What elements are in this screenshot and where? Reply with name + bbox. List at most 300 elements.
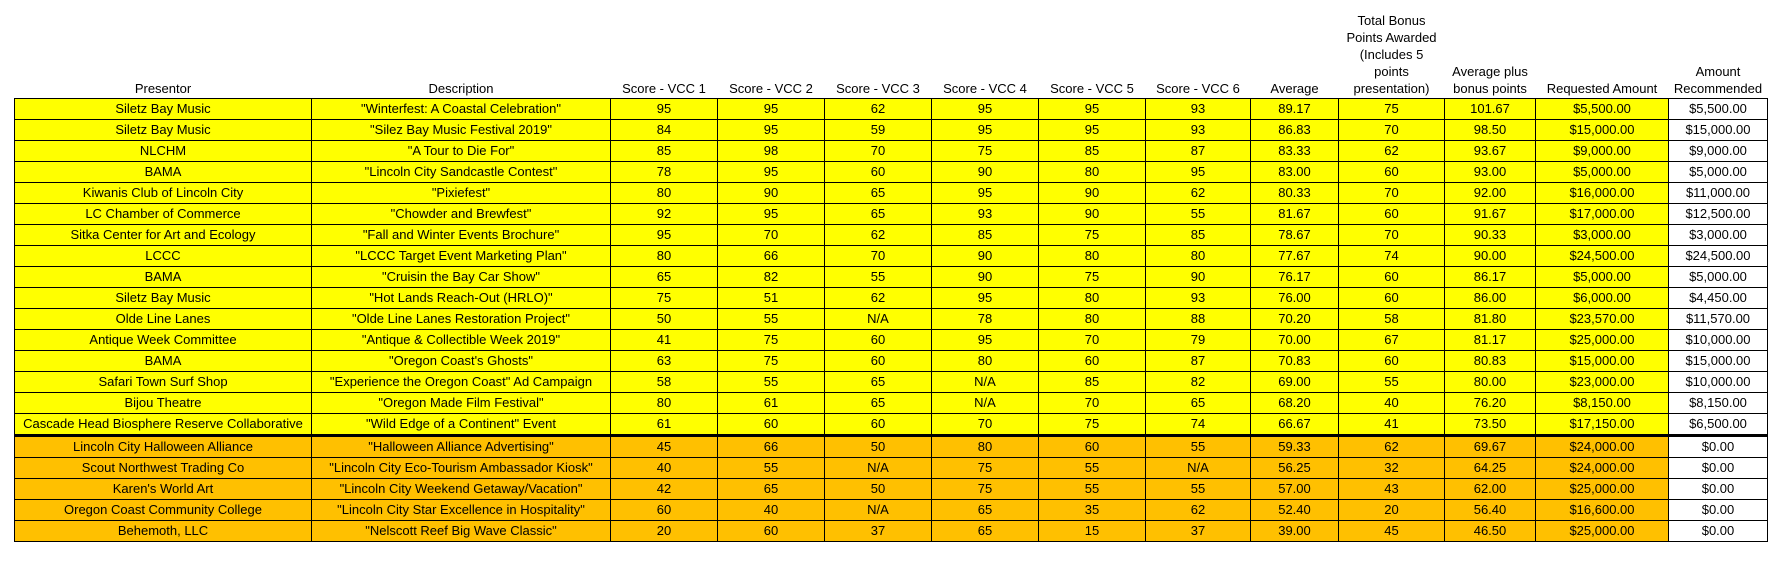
cell-presentor[interactable]: Olde Line Lanes bbox=[15, 308, 312, 329]
cell-requested[interactable]: $17,150.00 bbox=[1536, 413, 1669, 435]
cell-vcc1[interactable]: 40 bbox=[611, 457, 718, 478]
cell-vcc2[interactable]: 95 bbox=[718, 161, 825, 182]
cell-bonus[interactable]: 20 bbox=[1339, 499, 1445, 520]
cell-recommended[interactable]: $5,500.00 bbox=[1669, 98, 1768, 119]
cell-vcc5[interactable]: 35 bbox=[1039, 499, 1146, 520]
cell-description[interactable]: "Olde Line Lanes Restoration Project" bbox=[312, 308, 611, 329]
table-row bbox=[15, 435, 1768, 457]
cell-vcc6[interactable]: 65 bbox=[1146, 392, 1251, 413]
cell-bonus[interactable]: 62 bbox=[1339, 435, 1445, 457]
cell-presentor[interactable]: LCCC bbox=[15, 245, 312, 266]
cell-vcc3[interactable]: 60 bbox=[825, 161, 932, 182]
cell-average[interactable]: 76.00 bbox=[1251, 287, 1339, 308]
cell-requested[interactable]: $5,000.00 bbox=[1536, 161, 1669, 182]
cell-description[interactable]: "LCCC Target Event Marketing Plan" bbox=[312, 245, 611, 266]
cell-avg-bonus[interactable]: 62.00 bbox=[1445, 478, 1536, 499]
cell-vcc2[interactable]: 95 bbox=[718, 203, 825, 224]
cell-vcc6[interactable]: 79 bbox=[1146, 329, 1251, 350]
cell-description[interactable]: "Lincoln City Star Excellence in Hospitality" bbox=[312, 499, 611, 520]
cell-presentor[interactable]: BAMA bbox=[15, 266, 312, 287]
cell-vcc3[interactable]: N/A bbox=[825, 499, 932, 520]
cell-presentor[interactable]: Lincoln City Halloween Alliance bbox=[15, 435, 312, 457]
cell-vcc5[interactable]: 85 bbox=[1039, 371, 1146, 392]
table-row bbox=[15, 287, 1768, 308]
cell-presentor[interactable]: Scout Northwest Trading Co bbox=[15, 457, 312, 478]
cell-presentor[interactable]: NLCHM bbox=[15, 140, 312, 161]
cell-description[interactable]: "Chowder and Brewfest" bbox=[312, 203, 611, 224]
cell-description[interactable]: "Wild Edge of a Continent" Event bbox=[312, 413, 611, 435]
cell-requested[interactable]: $25,000.00 bbox=[1536, 520, 1669, 541]
cell-recommended[interactable]: $5,000.00 bbox=[1669, 266, 1768, 287]
cell-vcc6[interactable]: 55 bbox=[1146, 435, 1251, 457]
cell-avg-bonus[interactable]: 73.50 bbox=[1445, 413, 1536, 435]
cell-average[interactable]: 52.40 bbox=[1251, 499, 1339, 520]
cell-avg-bonus[interactable]: 81.17 bbox=[1445, 329, 1536, 350]
cell-avg-bonus[interactable]: 76.20 bbox=[1445, 392, 1536, 413]
cell-vcc6[interactable]: 90 bbox=[1146, 266, 1251, 287]
cell-presentor[interactable]: BAMA bbox=[15, 350, 312, 371]
cell-vcc4[interactable]: 75 bbox=[932, 478, 1039, 499]
cell-vcc6[interactable]: N/A bbox=[1146, 457, 1251, 478]
cell-vcc4[interactable]: 95 bbox=[932, 119, 1039, 140]
cell-requested[interactable]: $5,000.00 bbox=[1536, 266, 1669, 287]
header-vcc5[interactable]: Score - VCC 5 bbox=[1050, 80, 1134, 96]
cell-recommended[interactable]: $0.00 bbox=[1669, 478, 1768, 499]
cell-requested[interactable]: $6,000.00 bbox=[1536, 287, 1669, 308]
cell-requested[interactable]: $15,000.00 bbox=[1536, 119, 1669, 140]
cell-presentor[interactable]: Oregon Coast Community College bbox=[15, 499, 312, 520]
cell-recommended[interactable]: $0.00 bbox=[1669, 499, 1768, 520]
header-average[interactable]: Average bbox=[1270, 80, 1319, 96]
cell-recommended[interactable]: $0.00 bbox=[1669, 435, 1768, 457]
cell-vcc6[interactable]: 82 bbox=[1146, 371, 1251, 392]
table-row bbox=[15, 520, 1768, 541]
cell-vcc4[interactable]: 95 bbox=[932, 329, 1039, 350]
cell-description[interactable]: "Lincoln City Eco-Tourism Ambassador Kiosk" bbox=[312, 457, 611, 478]
cell-average[interactable]: 69.00 bbox=[1251, 371, 1339, 392]
cell-vcc3[interactable]: 59 bbox=[825, 119, 932, 140]
cell-vcc2[interactable]: 98 bbox=[718, 140, 825, 161]
cell-vcc5[interactable]: 90 bbox=[1039, 182, 1146, 203]
cell-vcc6[interactable]: 87 bbox=[1146, 140, 1251, 161]
cell-average[interactable]: 83.00 bbox=[1251, 161, 1339, 182]
cell-bonus[interactable]: 60 bbox=[1339, 287, 1445, 308]
cell-bonus[interactable]: 60 bbox=[1339, 203, 1445, 224]
cell-bonus[interactable]: 74 bbox=[1339, 245, 1445, 266]
header-vcc6[interactable]: Score - VCC 6 bbox=[1156, 80, 1240, 96]
cell-description[interactable]: "Hot Lands Reach-Out (HRLO)" bbox=[312, 287, 611, 308]
table-body bbox=[15, 98, 1768, 541]
cell-vcc5[interactable]: 55 bbox=[1039, 478, 1146, 499]
cell-recommended[interactable]: $6,500.00 bbox=[1669, 413, 1768, 435]
cell-vcc2[interactable]: 55 bbox=[718, 371, 825, 392]
cell-presentor[interactable]: Siletz Bay Music bbox=[15, 98, 312, 119]
cell-requested[interactable]: $8,150.00 bbox=[1536, 392, 1669, 413]
cell-vcc6[interactable]: 55 bbox=[1146, 478, 1251, 499]
cell-vcc3[interactable]: N/A bbox=[825, 308, 932, 329]
cell-vcc6[interactable]: 93 bbox=[1146, 287, 1251, 308]
cell-presentor[interactable]: BAMA bbox=[15, 161, 312, 182]
cell-vcc4[interactable]: 78 bbox=[932, 308, 1039, 329]
cell-vcc2[interactable]: 65 bbox=[718, 478, 825, 499]
cell-vcc1[interactable]: 80 bbox=[611, 245, 718, 266]
cell-requested[interactable]: $25,000.00 bbox=[1536, 478, 1669, 499]
cell-requested[interactable]: $5,500.00 bbox=[1536, 98, 1669, 119]
cell-vcc4[interactable]: 65 bbox=[932, 520, 1039, 541]
cell-avg-bonus[interactable]: 90.00 bbox=[1445, 245, 1536, 266]
cell-vcc2[interactable]: 40 bbox=[718, 499, 825, 520]
cell-vcc2[interactable]: 60 bbox=[718, 413, 825, 435]
cell-vcc3[interactable]: 65 bbox=[825, 203, 932, 224]
table-row bbox=[15, 245, 1768, 266]
cell-bonus[interactable]: 62 bbox=[1339, 140, 1445, 161]
cell-vcc1[interactable]: 78 bbox=[611, 161, 718, 182]
cell-presentor[interactable]: Siletz Bay Music bbox=[15, 119, 312, 140]
cell-vcc4[interactable]: 75 bbox=[932, 140, 1039, 161]
cell-vcc5[interactable]: 95 bbox=[1039, 119, 1146, 140]
cell-vcc2[interactable]: 95 bbox=[718, 98, 825, 119]
cell-vcc5[interactable]: 85 bbox=[1039, 140, 1146, 161]
cell-vcc2[interactable]: 75 bbox=[718, 350, 825, 371]
cell-vcc1[interactable]: 41 bbox=[611, 329, 718, 350]
cell-bonus[interactable]: 55 bbox=[1339, 371, 1445, 392]
cell-vcc6[interactable]: 55 bbox=[1146, 203, 1251, 224]
cell-requested[interactable]: $23,000.00 bbox=[1536, 371, 1669, 392]
cell-vcc4[interactable]: 90 bbox=[932, 266, 1039, 287]
cell-description[interactable]: "Experience the Oregon Coast" Ad Campaign bbox=[312, 371, 611, 392]
header-average-plus-bonus[interactable] bbox=[1445, 10, 1536, 98]
cell-vcc1[interactable]: 80 bbox=[611, 182, 718, 203]
cell-vcc4[interactable]: 80 bbox=[932, 350, 1039, 371]
cell-vcc4[interactable]: N/A bbox=[932, 392, 1039, 413]
cell-vcc1[interactable]: 45 bbox=[611, 435, 718, 457]
cell-requested[interactable]: $16,000.00 bbox=[1536, 182, 1669, 203]
cell-average[interactable]: 57.00 bbox=[1251, 478, 1339, 499]
cell-description[interactable]: "Silez Bay Music Festival 2019" bbox=[312, 119, 611, 140]
cell-recommended[interactable]: $15,000.00 bbox=[1669, 350, 1768, 371]
cell-vcc1[interactable]: 50 bbox=[611, 308, 718, 329]
cell-average[interactable]: 81.67 bbox=[1251, 203, 1339, 224]
cell-presentor[interactable]: Siletz Bay Music bbox=[15, 287, 312, 308]
cell-recommended[interactable]: $11,000.00 bbox=[1669, 182, 1768, 203]
scores-table bbox=[14, 10, 1768, 542]
cell-vcc3[interactable]: 37 bbox=[825, 520, 932, 541]
cell-presentor[interactable]: Cascade Head Biosphere Reserve Collaborative bbox=[15, 413, 312, 435]
cell-vcc1[interactable]: 60 bbox=[611, 499, 718, 520]
cell-recommended[interactable]: $3,000.00 bbox=[1669, 224, 1768, 245]
cell-avg-bonus[interactable]: 98.50 bbox=[1445, 119, 1536, 140]
cell-vcc1[interactable]: 65 bbox=[611, 266, 718, 287]
cell-requested[interactable]: $3,000.00 bbox=[1536, 224, 1669, 245]
cell-description[interactable]: "Oregon Made Film Festival" bbox=[312, 392, 611, 413]
cell-vcc2[interactable]: 66 bbox=[718, 435, 825, 457]
cell-vcc2[interactable]: 82 bbox=[718, 266, 825, 287]
cell-vcc1[interactable]: 42 bbox=[611, 478, 718, 499]
cell-recommended[interactable]: $0.00 bbox=[1669, 520, 1768, 541]
cell-bonus[interactable]: 75 bbox=[1339, 98, 1445, 119]
cell-description[interactable]: "Lincoln City Weekend Getaway/Vacation" bbox=[312, 478, 611, 499]
header-vcc3[interactable]: Score - VCC 3 bbox=[836, 80, 920, 96]
cell-vcc5[interactable]: 80 bbox=[1039, 287, 1146, 308]
cell-vcc1[interactable]: 75 bbox=[611, 287, 718, 308]
table-row bbox=[15, 457, 1768, 478]
cell-bonus[interactable]: 40 bbox=[1339, 392, 1445, 413]
cell-vcc2[interactable]: 66 bbox=[718, 245, 825, 266]
table-row bbox=[15, 182, 1768, 203]
cell-average[interactable]: 70.20 bbox=[1251, 308, 1339, 329]
cell-vcc4[interactable]: 65 bbox=[932, 499, 1039, 520]
cell-recommended[interactable]: $4,450.00 bbox=[1669, 287, 1768, 308]
header-vcc2[interactable]: Score - VCC 2 bbox=[729, 80, 813, 96]
cell-vcc4[interactable]: 80 bbox=[932, 435, 1039, 457]
cell-avg-bonus[interactable]: 90.33 bbox=[1445, 224, 1536, 245]
cell-avg-bonus[interactable]: 69.67 bbox=[1445, 435, 1536, 457]
header-amount-recommended[interactable] bbox=[1669, 10, 1768, 98]
cell-average[interactable]: 70.83 bbox=[1251, 350, 1339, 371]
cell-vcc3[interactable]: 60 bbox=[825, 350, 932, 371]
table-row bbox=[15, 329, 1768, 350]
cell-avg-bonus[interactable]: 86.17 bbox=[1445, 266, 1536, 287]
cell-vcc5[interactable]: 15 bbox=[1039, 520, 1146, 541]
cell-bonus[interactable]: 41 bbox=[1339, 413, 1445, 435]
cell-vcc1[interactable]: 80 bbox=[611, 392, 718, 413]
cell-description[interactable]: "Oregon Coast's Ghosts" bbox=[312, 350, 611, 371]
cell-vcc3[interactable]: 50 bbox=[825, 478, 932, 499]
cell-average[interactable]: 70.00 bbox=[1251, 329, 1339, 350]
cell-bonus[interactable]: 70 bbox=[1339, 119, 1445, 140]
cell-description[interactable]: "Cruisin the Bay Car Show" bbox=[312, 266, 611, 287]
cell-average[interactable]: 78.67 bbox=[1251, 224, 1339, 245]
cell-avg-bonus[interactable]: 93.00 bbox=[1445, 161, 1536, 182]
cell-average[interactable]: 86.83 bbox=[1251, 119, 1339, 140]
cell-description[interactable]: "Fall and Winter Events Brochure" bbox=[312, 224, 611, 245]
table-row bbox=[15, 98, 1768, 119]
cell-bonus[interactable]: 70 bbox=[1339, 182, 1445, 203]
cell-description[interactable]: "Nelscott Reef Big Wave Classic" bbox=[312, 520, 611, 541]
cell-average[interactable]: 68.20 bbox=[1251, 392, 1339, 413]
header-vcc1[interactable]: Score - VCC 1 bbox=[622, 80, 706, 96]
cell-vcc1[interactable]: 61 bbox=[611, 413, 718, 435]
cell-recommended[interactable]: $8,150.00 bbox=[1669, 392, 1768, 413]
cell-avg-bonus[interactable]: 92.00 bbox=[1445, 182, 1536, 203]
cell-average[interactable]: 80.33 bbox=[1251, 182, 1339, 203]
cell-requested[interactable]: $25,000.00 bbox=[1536, 329, 1669, 350]
cell-description[interactable]: "A Tour to Die For" bbox=[312, 140, 611, 161]
cell-vcc2[interactable]: 75 bbox=[718, 329, 825, 350]
cell-recommended[interactable]: $11,570.00 bbox=[1669, 308, 1768, 329]
cell-vcc5[interactable]: 80 bbox=[1039, 245, 1146, 266]
cell-vcc3[interactable]: 70 bbox=[825, 245, 932, 266]
cell-avg-bonus[interactable]: 80.00 bbox=[1445, 371, 1536, 392]
cell-vcc1[interactable]: 85 bbox=[611, 140, 718, 161]
cell-vcc3[interactable]: 55 bbox=[825, 266, 932, 287]
cell-vcc2[interactable]: 51 bbox=[718, 287, 825, 308]
cell-description[interactable]: "Halloween Alliance Advertising" bbox=[312, 435, 611, 457]
cell-vcc1[interactable]: 95 bbox=[611, 98, 718, 119]
cell-vcc6[interactable]: 62 bbox=[1146, 182, 1251, 203]
cell-requested[interactable]: $17,000.00 bbox=[1536, 203, 1669, 224]
cell-vcc6[interactable]: 93 bbox=[1146, 119, 1251, 140]
cell-avg-bonus[interactable]: 93.67 bbox=[1445, 140, 1536, 161]
cell-vcc1[interactable]: 58 bbox=[611, 371, 718, 392]
cell-vcc5[interactable]: 80 bbox=[1039, 308, 1146, 329]
cell-vcc4[interactable]: 90 bbox=[932, 161, 1039, 182]
cell-vcc3[interactable]: 70 bbox=[825, 140, 932, 161]
cell-presentor[interactable]: Sitka Center for Art and Ecology bbox=[15, 224, 312, 245]
cell-vcc3[interactable]: 62 bbox=[825, 287, 932, 308]
cell-average[interactable]: 83.33 bbox=[1251, 140, 1339, 161]
header-vcc4[interactable]: Score - VCC 4 bbox=[943, 80, 1027, 96]
cell-description[interactable]: "Winterfest: A Coastal Celebration" bbox=[312, 98, 611, 119]
cell-recommended[interactable]: $15,000.00 bbox=[1669, 119, 1768, 140]
cell-vcc3[interactable]: 50 bbox=[825, 435, 932, 457]
cell-vcc6[interactable]: 80 bbox=[1146, 245, 1251, 266]
cell-vcc5[interactable]: 60 bbox=[1039, 350, 1146, 371]
cell-avg-bonus[interactable]: 86.00 bbox=[1445, 287, 1536, 308]
cell-vcc2[interactable]: 70 bbox=[718, 224, 825, 245]
cell-vcc1[interactable]: 95 bbox=[611, 224, 718, 245]
cell-avg-bonus[interactable]: 64.25 bbox=[1445, 457, 1536, 478]
cell-vcc5[interactable]: 70 bbox=[1039, 392, 1146, 413]
header-avgbonus-line: bonus points bbox=[1453, 80, 1527, 96]
cell-vcc6[interactable]: 85 bbox=[1146, 224, 1251, 245]
cell-average[interactable]: 59.33 bbox=[1251, 435, 1339, 457]
table-row bbox=[15, 119, 1768, 140]
cell-vcc3[interactable]: 60 bbox=[825, 329, 932, 350]
cell-vcc1[interactable]: 63 bbox=[611, 350, 718, 371]
cell-recommended[interactable]: $9,000.00 bbox=[1669, 140, 1768, 161]
cell-avg-bonus[interactable]: 91.67 bbox=[1445, 203, 1536, 224]
cell-avg-bonus[interactable]: 46.50 bbox=[1445, 520, 1536, 541]
header-requested-amount[interactable]: Requested Amount bbox=[1546, 80, 1658, 96]
cell-vcc3[interactable]: N/A bbox=[825, 457, 932, 478]
cell-vcc3[interactable]: 65 bbox=[825, 392, 932, 413]
cell-vcc5[interactable]: 75 bbox=[1039, 224, 1146, 245]
cell-vcc4[interactable]: 95 bbox=[932, 287, 1039, 308]
cell-vcc6[interactable]: 74 bbox=[1146, 413, 1251, 435]
cell-recommended[interactable]: $5,000.00 bbox=[1669, 161, 1768, 182]
cell-vcc3[interactable]: 62 bbox=[825, 98, 932, 119]
cell-vcc4[interactable]: 95 bbox=[932, 182, 1039, 203]
cell-description[interactable]: "Pixiefest" bbox=[312, 182, 611, 203]
cell-vcc4[interactable]: 93 bbox=[932, 203, 1039, 224]
cell-vcc2[interactable]: 55 bbox=[718, 457, 825, 478]
cell-vcc5[interactable]: 70 bbox=[1039, 329, 1146, 350]
cell-requested[interactable]: $24,000.00 bbox=[1536, 435, 1669, 457]
cell-requested[interactable]: $24,000.00 bbox=[1536, 457, 1669, 478]
cell-vcc3[interactable]: 62 bbox=[825, 224, 932, 245]
cell-presentor[interactable]: Safari Town Surf Shop bbox=[15, 371, 312, 392]
cell-presentor[interactable]: Kiwanis Club of Lincoln City bbox=[15, 182, 312, 203]
cell-requested[interactable]: $15,000.00 bbox=[1536, 350, 1669, 371]
cell-presentor[interactable]: Karen's World Art bbox=[15, 478, 312, 499]
cell-requested[interactable]: $23,570.00 bbox=[1536, 308, 1669, 329]
cell-vcc3[interactable]: 65 bbox=[825, 182, 932, 203]
cell-average[interactable]: 56.25 bbox=[1251, 457, 1339, 478]
cell-vcc4[interactable]: 90 bbox=[932, 245, 1039, 266]
cell-bonus[interactable]: 43 bbox=[1339, 478, 1445, 499]
cell-vcc1[interactable]: 20 bbox=[611, 520, 718, 541]
cell-presentor[interactable]: Antique Week Committee bbox=[15, 329, 312, 350]
cell-avg-bonus[interactable]: 56.40 bbox=[1445, 499, 1536, 520]
cell-vcc5[interactable]: 90 bbox=[1039, 203, 1146, 224]
cell-average[interactable]: 89.17 bbox=[1251, 98, 1339, 119]
cell-vcc5[interactable]: 80 bbox=[1039, 161, 1146, 182]
cell-vcc2[interactable]: 90 bbox=[718, 182, 825, 203]
cell-average[interactable]: 39.00 bbox=[1251, 520, 1339, 541]
cell-vcc2[interactable]: 55 bbox=[718, 308, 825, 329]
cell-vcc4[interactable]: 75 bbox=[932, 457, 1039, 478]
cell-avg-bonus[interactable]: 81.80 bbox=[1445, 308, 1536, 329]
cell-vcc6[interactable]: 87 bbox=[1146, 350, 1251, 371]
cell-vcc2[interactable]: 60 bbox=[718, 520, 825, 541]
cell-vcc6[interactable]: 62 bbox=[1146, 499, 1251, 520]
cell-average[interactable]: 77.67 bbox=[1251, 245, 1339, 266]
cell-recommended[interactable]: $0.00 bbox=[1669, 457, 1768, 478]
cell-vcc5[interactable]: 75 bbox=[1039, 413, 1146, 435]
cell-vcc1[interactable]: 92 bbox=[611, 203, 718, 224]
cell-bonus[interactable]: 60 bbox=[1339, 350, 1445, 371]
cell-vcc6[interactable]: 95 bbox=[1146, 161, 1251, 182]
cell-bonus[interactable]: 45 bbox=[1339, 520, 1445, 541]
cell-presentor[interactable]: Behemoth, LLC bbox=[15, 520, 312, 541]
cell-bonus[interactable]: 32 bbox=[1339, 457, 1445, 478]
cell-vcc4[interactable]: 70 bbox=[932, 413, 1039, 435]
cell-bonus[interactable]: 70 bbox=[1339, 224, 1445, 245]
cell-avg-bonus[interactable]: 80.83 bbox=[1445, 350, 1536, 371]
cell-average[interactable]: 66.67 bbox=[1251, 413, 1339, 435]
cell-requested[interactable]: $16,600.00 bbox=[1536, 499, 1669, 520]
cell-requested[interactable]: $9,000.00 bbox=[1536, 140, 1669, 161]
cell-recommended[interactable]: $10,000.00 bbox=[1669, 371, 1768, 392]
cell-recommended[interactable]: $24,500.00 bbox=[1669, 245, 1768, 266]
cell-description[interactable]: "Antique & Collectible Week 2019" bbox=[312, 329, 611, 350]
cell-requested[interactable]: $24,500.00 bbox=[1536, 245, 1669, 266]
cell-vcc1[interactable]: 84 bbox=[611, 119, 718, 140]
cell-vcc4[interactable]: 85 bbox=[932, 224, 1039, 245]
cell-vcc4[interactable]: N/A bbox=[932, 371, 1039, 392]
cell-bonus[interactable]: 60 bbox=[1339, 266, 1445, 287]
cell-vcc5[interactable]: 75 bbox=[1039, 266, 1146, 287]
header-description[interactable]: Description bbox=[428, 80, 494, 96]
cell-vcc2[interactable]: 95 bbox=[718, 119, 825, 140]
cell-recommended[interactable]: $10,000.00 bbox=[1669, 329, 1768, 350]
cell-vcc5[interactable]: 60 bbox=[1039, 435, 1146, 457]
header-presentor[interactable]: Presentor bbox=[134, 80, 192, 96]
cell-vcc5[interactable]: 55 bbox=[1039, 457, 1146, 478]
cell-presentor[interactable]: LC Chamber of Commerce bbox=[15, 203, 312, 224]
cell-vcc3[interactable]: 60 bbox=[825, 413, 932, 435]
table-row bbox=[15, 392, 1768, 413]
header-total-bonus[interactable] bbox=[1339, 10, 1445, 98]
cell-vcc6[interactable]: 37 bbox=[1146, 520, 1251, 541]
cell-vcc2[interactable]: 61 bbox=[718, 392, 825, 413]
cell-average[interactable]: 76.17 bbox=[1251, 266, 1339, 287]
cell-bonus[interactable]: 60 bbox=[1339, 161, 1445, 182]
cell-vcc6[interactable]: 93 bbox=[1146, 98, 1251, 119]
cell-avg-bonus[interactable]: 101.67 bbox=[1445, 98, 1536, 119]
cell-vcc6[interactable]: 88 bbox=[1146, 308, 1251, 329]
cell-vcc3[interactable]: 65 bbox=[825, 371, 932, 392]
cell-bonus[interactable]: 67 bbox=[1339, 329, 1445, 350]
cell-bonus[interactable]: 58 bbox=[1339, 308, 1445, 329]
cell-vcc4[interactable]: 95 bbox=[932, 98, 1039, 119]
cell-description[interactable]: "Lincoln City Sandcastle Contest" bbox=[312, 161, 611, 182]
cell-recommended[interactable]: $12,500.00 bbox=[1669, 203, 1768, 224]
cell-presentor[interactable]: Bijou Theatre bbox=[15, 392, 312, 413]
cell-vcc5[interactable]: 95 bbox=[1039, 98, 1146, 119]
header-bonus-line: (Includes 5 bbox=[1359, 46, 1424, 62]
